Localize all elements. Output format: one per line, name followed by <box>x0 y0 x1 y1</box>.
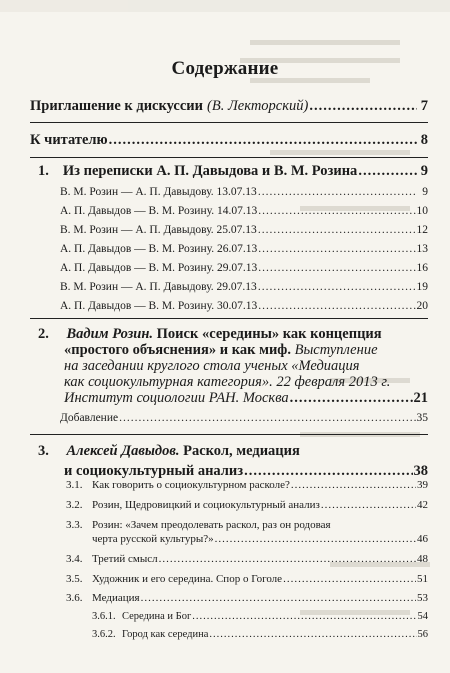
section-number: 3.2. <box>66 499 83 511</box>
dot-leader <box>258 186 417 198</box>
entry-label: Розин: «Зачем преодолевать раскол, раз он родовая <box>92 519 331 531</box>
divider <box>30 434 428 435</box>
entry-label: Как говорить о социокультурном расколе? <box>92 479 290 491</box>
dot-leader <box>258 262 415 274</box>
page-number: 9 <box>422 186 428 198</box>
page-number: 19 <box>416 281 428 293</box>
entry-label: Добавление <box>60 412 119 424</box>
toc-subsection[interactable] <box>92 629 428 640</box>
toc-chapter-2[interactable] <box>38 326 428 406</box>
page-number: 39 <box>417 479 428 491</box>
toc-entry-intro[interactable] <box>30 98 428 115</box>
divider <box>30 318 428 319</box>
chapter-title-cont: и социокультурный анализ <box>64 463 244 479</box>
chapter-note: Выступление <box>290 342 378 358</box>
page-number: 16 <box>416 262 428 274</box>
toc-section[interactable] <box>66 499 428 511</box>
page-number: 35 <box>416 412 428 424</box>
chapter-number: 3. <box>38 443 49 459</box>
entry-label: В. М. Розин — А. П. Давыдову. 13.07.13 <box>60 186 257 198</box>
dot-leader <box>159 553 416 565</box>
page-number: 48 <box>417 553 428 565</box>
entry-label: Медиация <box>92 592 140 604</box>
dot-leader <box>141 592 416 604</box>
toc-chapter-3[interactable] <box>38 443 428 479</box>
toc-section[interactable] <box>66 519 428 531</box>
toc-letter[interactable] <box>60 205 428 217</box>
dot-leader <box>258 243 415 255</box>
page-number: 38 <box>413 463 428 479</box>
entry-label: А. П. Давыдов — В. М. Розину. 30.07.13 <box>60 300 258 312</box>
toc-chapter-1[interactable] <box>38 163 428 180</box>
dot-leader <box>215 533 416 545</box>
page-number: 46 <box>417 533 428 545</box>
section-number: 3.3. <box>66 519 83 531</box>
subsection-number: 3.6.2. <box>92 629 116 640</box>
page-number: 56 <box>417 629 428 640</box>
toc-section[interactable] <box>66 573 428 585</box>
chapter-number: 1. <box>38 163 49 179</box>
entry-label: А. П. Давыдов — В. М. Розину. 29.07.13 <box>60 262 258 274</box>
page-title: Содержание <box>171 58 279 79</box>
entry-label: Третий смысл <box>92 553 158 565</box>
entry-label: Приглашение к дискуссии <box>30 98 204 114</box>
divider <box>30 122 428 123</box>
page-number: 7 <box>420 98 428 114</box>
section-number: 3.1. <box>66 479 83 491</box>
chapter-note: Институт социологии РАН. Москва <box>64 390 289 406</box>
toc-addition[interactable] <box>60 412 428 424</box>
dot-leader <box>258 300 415 312</box>
page-number: 20 <box>416 300 428 312</box>
entry-label: А. П. Давыдов — В. М. Розину. 14.07.13 <box>60 205 258 217</box>
dot-leader <box>244 463 412 479</box>
entry-label: К читателю <box>30 132 108 148</box>
dot-leader <box>321 499 416 511</box>
dot-leader <box>258 205 415 217</box>
dot-leader <box>283 573 416 585</box>
page-number: 21 <box>413 390 428 406</box>
page-number: 12 <box>416 224 428 236</box>
chapter-number: 2. <box>38 326 49 342</box>
chapter-note: на заседании круглого стола ученых «Медиация <box>64 358 360 374</box>
subsection-number: 3.6.1. <box>92 611 116 622</box>
entry-label: Художник и его середина. Спор о Гоголе <box>92 573 283 585</box>
chapter-title-cont: «простого объяснения» и как миф. <box>64 342 291 358</box>
entry-label: Розин, Щедровицкий и социокультурный анализ <box>92 499 320 511</box>
dot-leader <box>291 479 416 491</box>
dot-leader <box>119 412 415 424</box>
dot-leader <box>309 98 417 115</box>
dot-leader <box>209 629 416 640</box>
page-number: 42 <box>417 499 428 511</box>
section-number: 3.5. <box>66 573 83 585</box>
page-number: 54 <box>417 611 428 622</box>
dot-leader <box>258 224 416 236</box>
toc-letter[interactable] <box>60 186 428 198</box>
dot-leader <box>258 281 416 293</box>
page-number: 53 <box>417 592 428 604</box>
chapter-title: Поиск «середины» как концепция <box>153 326 382 342</box>
toc-letter[interactable] <box>60 281 428 293</box>
chapter-title: Из переписки А. П. Давыдова и В. М. Розина <box>62 163 358 179</box>
entry-label: Середина и Бог <box>122 611 192 622</box>
dot-leader <box>290 390 413 406</box>
chapter-note: как социокультурная категория». 22 февраля 2013 г. <box>64 374 391 390</box>
toc-section[interactable] <box>66 479 428 491</box>
toc-letter[interactable] <box>60 243 428 255</box>
entry-label: В. М. Розин — А. П. Давыдову. 25.07.13 <box>60 224 257 236</box>
toc-letter[interactable] <box>60 224 428 236</box>
entry-label: А. П. Давыдов — В. М. Розину. 26.07.13 <box>60 243 258 255</box>
page-number: 8 <box>420 132 428 148</box>
section-number: 3.6. <box>66 592 83 604</box>
divider <box>30 157 428 158</box>
toc-entry-reader[interactable] <box>30 132 428 149</box>
entry-label-cont: черта русской культуры?» <box>92 533 214 545</box>
dot-leader <box>192 611 416 622</box>
page-number: 9 <box>420 163 428 179</box>
toc-letter[interactable] <box>60 262 428 274</box>
entry-label: В. М. Розин — А. П. Давыдову. 29.07.13 <box>60 281 257 293</box>
section-number: 3.4. <box>66 553 83 565</box>
toc-letter[interactable] <box>60 300 428 312</box>
toc-section[interactable] <box>66 553 428 565</box>
chapter-title: Раскол, медиация <box>179 443 300 459</box>
entry-label: Город как середина <box>122 629 209 640</box>
page-number: 51 <box>417 573 428 585</box>
dot-leader <box>109 132 417 149</box>
toc-section[interactable] <box>66 592 428 604</box>
page-number: 13 <box>416 243 428 255</box>
chapter-author: Вадим Розин. <box>66 326 154 342</box>
dot-leader <box>358 163 417 180</box>
page-number: 10 <box>416 205 428 217</box>
toc-subsection[interactable] <box>92 611 428 622</box>
entry-author: (В. Лекторский) <box>207 98 309 114</box>
toc-section-cont[interactable] <box>92 533 428 545</box>
chapter-author: Алексей Давыдов. <box>66 443 180 459</box>
